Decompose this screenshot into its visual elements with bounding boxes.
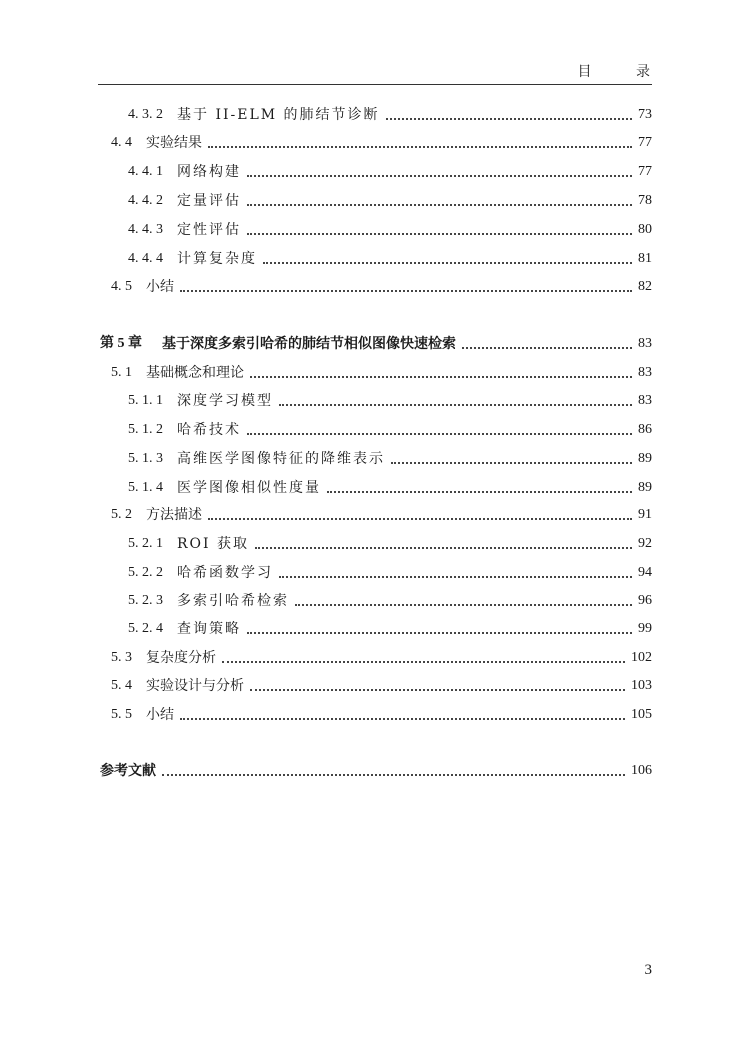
toc-entry-page: 78 xyxy=(638,193,652,208)
toc-entry xyxy=(0,703,652,727)
toc-entry xyxy=(0,617,652,641)
dot-leader xyxy=(247,432,632,435)
dot-leader xyxy=(279,403,632,406)
toc-entry-page: 91 xyxy=(638,507,652,522)
toc-entry-number: 4. 4 xyxy=(111,135,132,150)
dot-leader xyxy=(250,375,632,378)
toc-entry-number: 4. 4. 1 xyxy=(128,164,163,179)
toc-entry-number: 5. 2. 2 xyxy=(128,565,163,580)
toc-entry-number: 5. 4 xyxy=(111,678,132,693)
dot-leader xyxy=(247,232,632,235)
dot-leader xyxy=(391,461,632,464)
toc-entry xyxy=(0,247,652,271)
dot-leader xyxy=(279,575,632,578)
toc-entry-number: 5. 2. 4 xyxy=(128,621,163,636)
toc-entry-page: 105 xyxy=(631,707,652,722)
toc-entry-page: 103 xyxy=(631,678,652,693)
toc-entry-title: 小结 xyxy=(146,279,174,295)
running-header xyxy=(98,60,670,85)
toc-entry xyxy=(0,103,652,127)
dot-leader xyxy=(250,688,625,691)
toc-entry-number: 5. 2. 1 xyxy=(128,536,163,551)
toc-entry-title: 计算复杂度 xyxy=(177,251,257,267)
dot-leader xyxy=(247,203,632,206)
toc-entry-number: 5. 1. 1 xyxy=(128,393,163,408)
toc-entry xyxy=(0,275,652,299)
toc-entry xyxy=(0,160,652,184)
toc-entry-page: 92 xyxy=(638,536,652,551)
toc-entry-title: 网络构建 xyxy=(177,164,241,180)
toc-entry-title: 小结 xyxy=(146,707,174,723)
dot-leader xyxy=(327,490,632,493)
dot-leader xyxy=(386,117,632,120)
toc-entry-number: 4. 4. 4 xyxy=(128,251,163,266)
toc-entry-title: 高维医学图像特征的降维表示 xyxy=(177,451,385,467)
toc-entry xyxy=(0,646,652,670)
toc-entry-page: 83 xyxy=(638,336,652,351)
dot-leader xyxy=(180,717,625,720)
toc-entry xyxy=(0,503,652,527)
toc-entry-number: 4. 4. 2 xyxy=(128,193,163,208)
toc-entry-title: 定性评估 xyxy=(177,222,241,238)
toc-entry xyxy=(0,589,652,613)
toc-entry-title: 定量评估 xyxy=(177,193,241,209)
dot-leader xyxy=(208,517,632,520)
toc-entry xyxy=(0,389,652,413)
toc-entry-title: 参考文献 xyxy=(100,763,156,779)
toc-entry-title: 基础概念和理论 xyxy=(146,365,244,381)
toc-entry-page: 73 xyxy=(638,107,652,122)
toc-entry-page: 89 xyxy=(638,480,652,495)
toc-entry xyxy=(0,332,652,356)
toc-entry-page: 94 xyxy=(638,565,652,580)
toc-entry-title: 多索引哈希检索 xyxy=(177,593,289,609)
toc-entry xyxy=(0,561,652,585)
page-number: 3 xyxy=(644,962,652,978)
toc-entry-title: 方法描述 xyxy=(146,507,202,523)
toc-entry xyxy=(0,447,652,471)
toc-entry xyxy=(0,532,652,556)
toc-entry-number: 5. 1. 4 xyxy=(128,480,163,495)
toc-entry-title: 基于 II-ELM 的肺结节诊断 xyxy=(177,107,380,123)
toc-entry-title: 实验设计与分析 xyxy=(146,678,244,694)
toc-entry-page: 82 xyxy=(638,279,652,294)
toc-entry-page: 86 xyxy=(638,422,652,437)
dot-leader xyxy=(462,346,632,349)
toc-entry xyxy=(0,131,652,155)
toc-entry-page: 81 xyxy=(638,251,652,266)
toc-entry-number: 5. 1. 2 xyxy=(128,422,163,437)
toc-entry-number: 5. 2 xyxy=(111,507,132,522)
dot-leader xyxy=(255,546,632,549)
toc-entry-number: 5. 1. 3 xyxy=(128,451,163,466)
dot-leader xyxy=(247,174,632,177)
toc-entry-number: 5. 5 xyxy=(111,707,132,722)
toc-entry xyxy=(0,189,652,213)
toc-entry-title: 复杂度分析 xyxy=(146,650,216,666)
toc-entry-title: 医学图像相似性度量 xyxy=(177,480,321,496)
dot-leader xyxy=(180,289,632,292)
toc-entry-page: 77 xyxy=(638,135,652,150)
toc-entry xyxy=(0,218,652,242)
toc-entry-number: 5. 2. 3 xyxy=(128,593,163,608)
toc-entry-number: 4. 4. 3 xyxy=(128,222,163,237)
toc-entry-number: 5. 3 xyxy=(111,650,132,665)
dot-leader xyxy=(295,603,632,606)
dot-leader xyxy=(222,660,625,663)
toc-entry-number: 4. 3. 2 xyxy=(128,107,163,122)
toc-entry-title: 深度学习模型 xyxy=(177,393,273,409)
toc-entry-page: 80 xyxy=(638,222,652,237)
toc-entry-page: 77 xyxy=(638,164,652,179)
toc-entry-page: 102 xyxy=(631,650,652,665)
header-title: 目 录 xyxy=(577,64,670,80)
dot-leader xyxy=(162,773,625,776)
toc-entry-title: 哈希函数学习 xyxy=(177,565,273,581)
toc-entry xyxy=(0,759,652,783)
toc-entry-page: 83 xyxy=(638,393,652,408)
toc-entry-page: 96 xyxy=(638,593,652,608)
toc-entry-title: 查询策略 xyxy=(177,621,241,637)
dot-leader xyxy=(263,261,632,264)
toc-entry-title: 哈希技术 xyxy=(177,422,241,438)
toc-entry-page: 106 xyxy=(631,763,652,778)
toc-entry-page: 99 xyxy=(638,621,652,636)
toc-entry-number: 4. 5 xyxy=(111,279,132,294)
toc-entry-number: 第 5 章 xyxy=(100,336,142,351)
toc-entry xyxy=(0,418,652,442)
toc-entry-title: ROI 获取 xyxy=(177,536,249,552)
toc-entry-page: 89 xyxy=(638,451,652,466)
toc-entry-title: 基于深度多索引哈希的肺结节相似图像快速检索 xyxy=(162,336,456,352)
toc-entry-number: 5. 1 xyxy=(111,365,132,380)
toc-entry xyxy=(0,476,652,500)
dot-leader xyxy=(247,631,632,634)
toc-entry xyxy=(0,361,652,385)
dot-leader xyxy=(208,145,632,148)
toc-entry xyxy=(0,674,652,698)
toc-entry-title: 实验结果 xyxy=(146,135,202,151)
toc-entry-page: 83 xyxy=(638,365,652,380)
